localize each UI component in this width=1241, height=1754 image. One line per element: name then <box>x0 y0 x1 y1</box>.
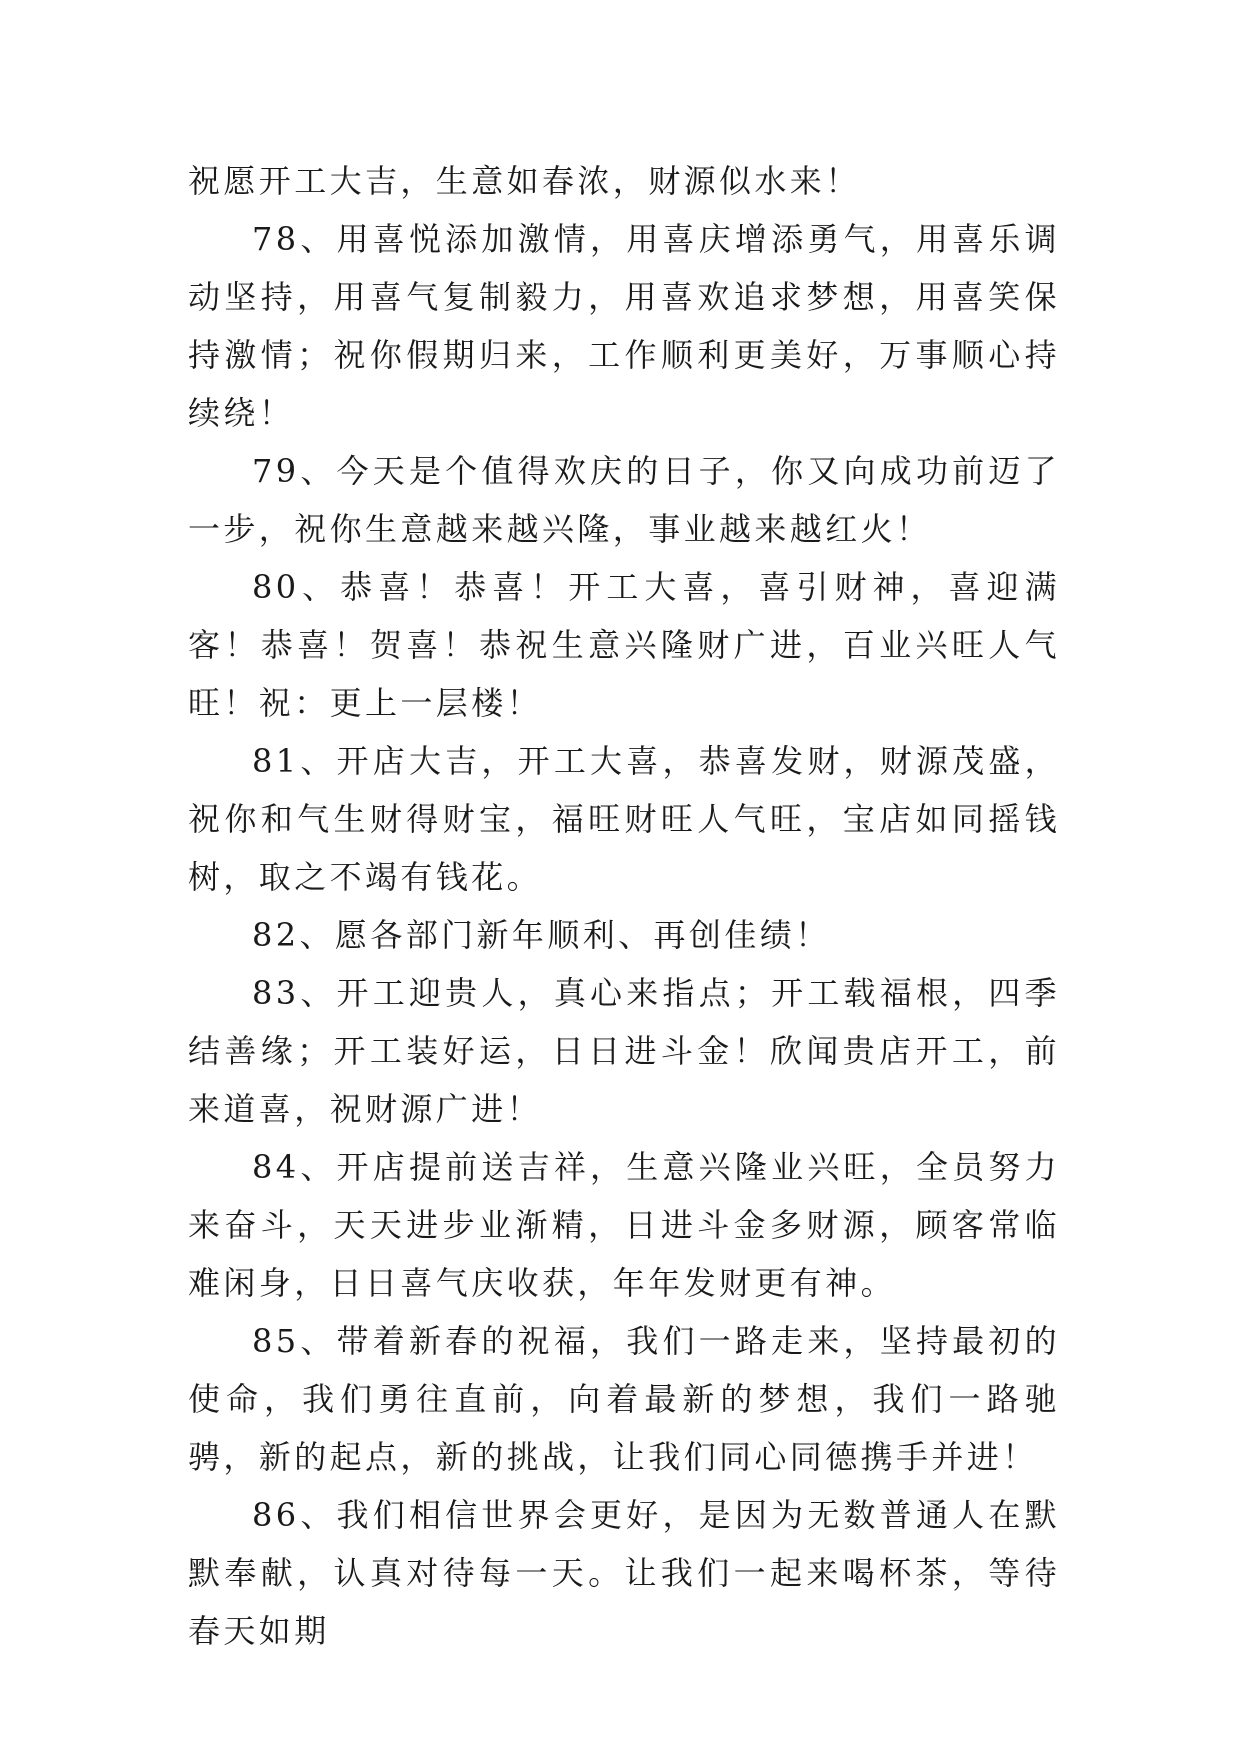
paragraph-79: 79、今天是个值得欢庆的日子，你又向成功前迈了一步，祝你生意越来越兴隆，事业越来越红火！ <box>188 452 1060 548</box>
paragraph-83: 83、开工迎贵人，真心来指点；开工载福根，四季结善缘；开工装好运，日日进斗金！欣闻贵店开工，前来道喜，祝财源广进！ <box>188 974 1060 1128</box>
document-page <box>188 152 1060 1660</box>
paragraph-80: 80、恭喜！恭喜！开工大喜，喜引财神，喜迎满客！恭喜！贺喜！恭祝生意兴隆财广进，百业兴旺人气旺！祝：更上一层楼！ <box>188 568 1060 722</box>
paragraph-82: 82、愿各部门新年顺利、再创佳绩！ <box>252 916 831 954</box>
paragraph-86: 86、我们相信世界会更好，是因为无数普通人在默默奉献，认真对待每一天。让我们一起来喝杯茶，等待春天如期 <box>188 1496 1060 1650</box>
paragraph-81: 81、开店大吉，开工大喜，恭喜发财，财源茂盛，祝你和气生财得财宝，福旺财旺人气旺，宝店如同摇钱树，取之不竭有钱花。 <box>188 742 1060 896</box>
paragraph-78: 78、用喜悦添加激情，用喜庆增添勇气，用喜乐调动坚持，用喜气复制毅力，用喜欢追求梦想，用喜笑保持激情；祝你假期归来，工作顺利更美好，万事顺心持续绕！ <box>188 220 1060 432</box>
paragraph-continued: 祝愿开工大吉，生意如春浓，财源似水来！ <box>188 162 861 200</box>
paragraph-85: 85、带着新春的祝福，我们一路走来，坚持最初的使命，我们勇往直前，向着最新的梦想，我们一路驰骋，新的起点，新的挑战，让我们同心同德携手并进！ <box>188 1322 1060 1476</box>
paragraph-84: 84、开店提前送吉祥，生意兴隆业兴旺，全员努力来奋斗，天天进步业渐精，日进斗金多财源，顾客常临难闲身，日日喜气庆收获，年年发财更有神。 <box>188 1148 1060 1302</box>
